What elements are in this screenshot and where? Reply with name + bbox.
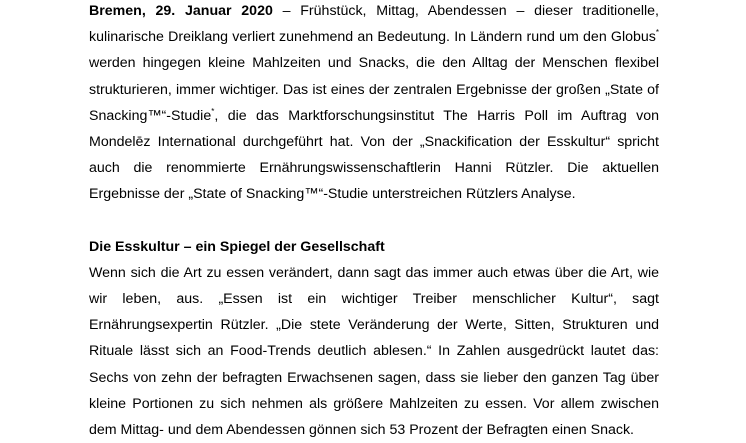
intro-text-3: , die das Marktforschungsinstitut The Harris Poll im Auftrag von Mondelēz International durchgeführt hat. Von der „Snackification der Esskultur“ spricht auch die renommierte Ernährungswissenschaftlerin Hanni Rützler. Die aktuellen Ergebnisse der „State of Snacking™“-Studie unterstreichen Rützlers Analyse.: [89, 107, 659, 203]
intro-paragraph: [89, 0, 659, 208]
section-body-paragraph: Wenn sich die Art zu essen verändert, dann sagt das immer auch etwas über die Art, wie wir leben, aus. „Essen ist ein wichtiger Treiber menschlicher Kultur“, sagt Ernährungsexpertin Rützler. „Die stete Veränderung der Werte, Sitten, Strukturen und Rituale lässt sich an Food-Trends deutlich ablesen.“ In Zahlen ausgedrückt lautet das: Sechs von zehn der befragten Erwachsenen sagen, dass sie lieber den ganzen Tag über kleine Portionen zu sich nehmen als größere Mahlzeiten zu essen. Vor allem zwischen dem Mittag- und dem Abendessen gönnen sich 53 Prozent der Befragten einen Snack.: [89, 264, 659, 439]
intro-text-2: werden hingegen kleine Mahlzeiten und Snacks, die den Alltag der Menschen flexibel strukturieren, immer wichtiger. Das ist eines der zentralen Ergebnisse der großen „State of Snacking™“-Studie: [89, 55, 659, 124]
section-heading: Die Esskultur – ein Spiegel der Gesellschaft: [89, 238, 385, 255]
dateline: Bremen, 29. Januar 2020: [89, 3, 273, 19]
document-page: [89, 0, 659, 443]
footnote-marker-2: *: [211, 106, 215, 116]
footnote-marker-1: *: [655, 28, 659, 38]
intro-text-1: – Frühstück, Mittag, Abendessen – dieser traditionelle, kulinarische Dreiklang verliert zunehmend an Bedeutung. In Ländern rund um den Globus: [89, 3, 659, 46]
